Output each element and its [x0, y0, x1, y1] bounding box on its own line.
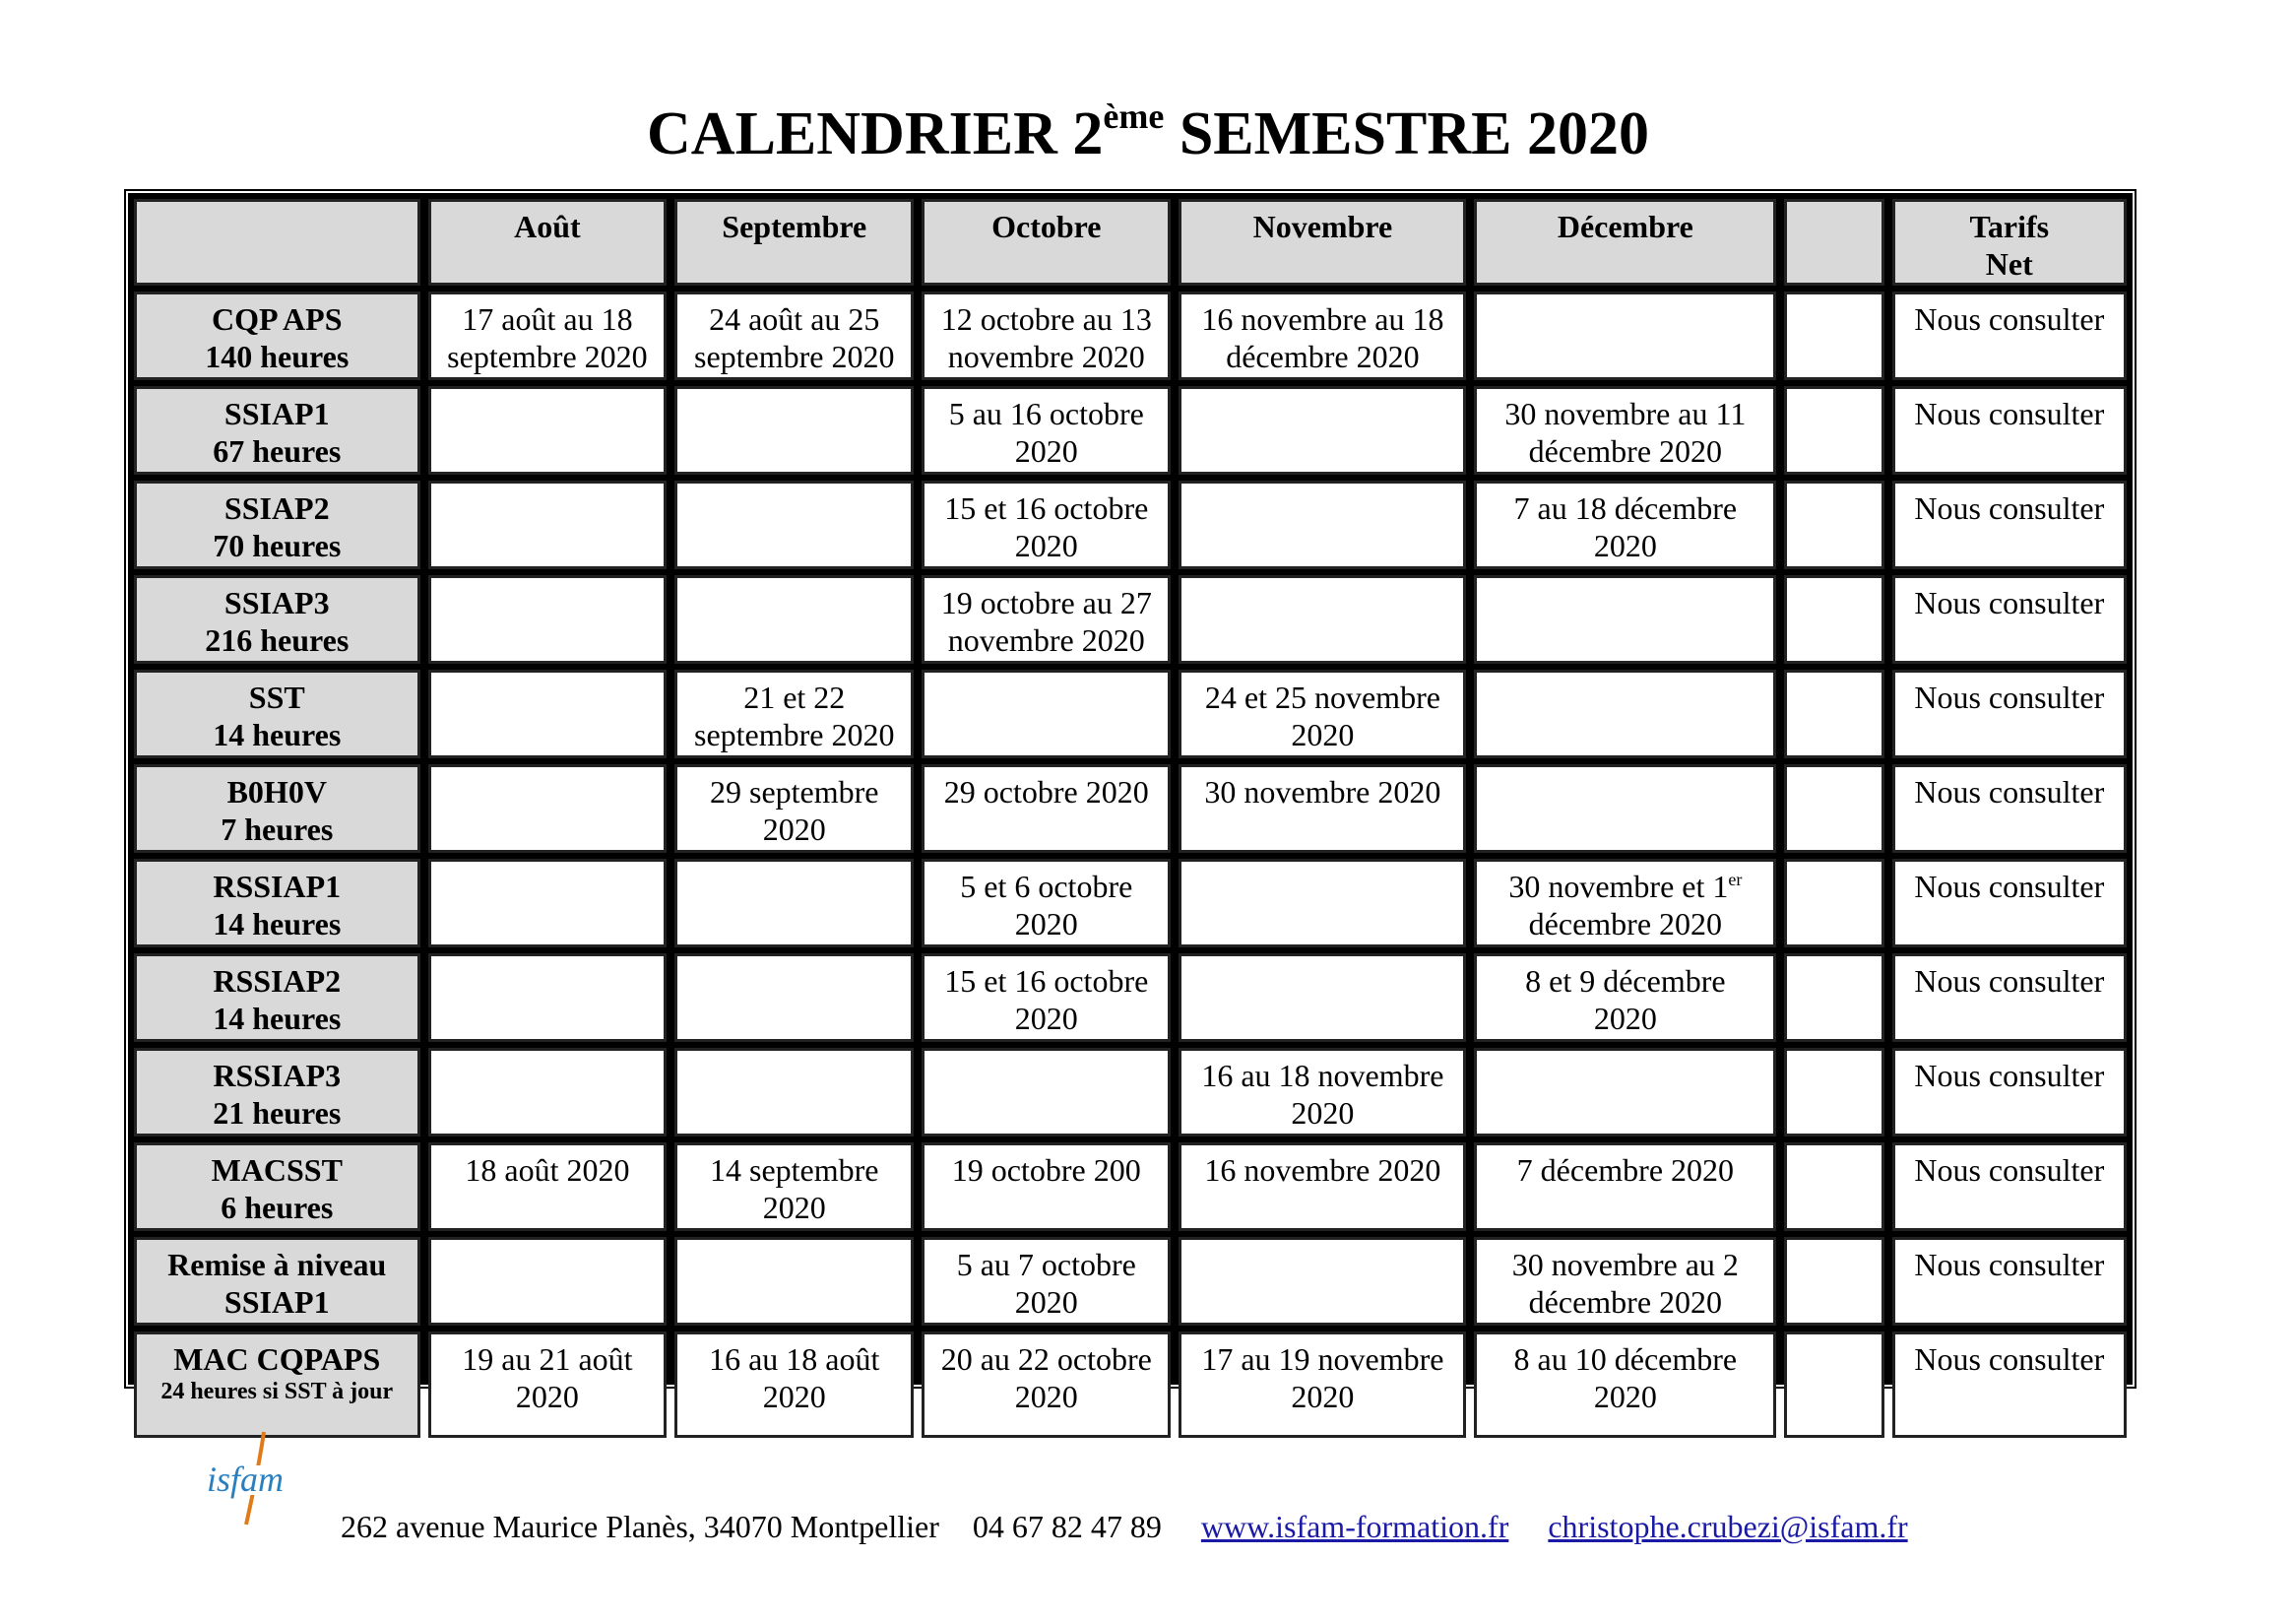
course-hours: 216 heures [205, 622, 350, 658]
course-name: RSSIAP1 [213, 869, 342, 904]
date-line-2: novembre 2020 [947, 339, 1145, 374]
tarif-cell: Nous consulter [1892, 1142, 2127, 1231]
date-cell-novembre [1179, 670, 1466, 758]
date-line-2: septembre 2020 [447, 339, 648, 374]
date-line-1: 15 et 16 octobre [944, 490, 1149, 526]
date-cell-octobre [922, 1237, 1171, 1326]
date-line-1: 7 décembre 2020 [1516, 1152, 1735, 1188]
date-line-1: 30 novembre au 11 [1504, 396, 1747, 431]
date-line-2: décembre 2020 [1528, 433, 1723, 469]
date-cell-septembre [674, 764, 914, 853]
date-cell-septembre [674, 481, 914, 569]
date-cell-octobre [922, 575, 1171, 664]
course-label [134, 386, 420, 475]
course-row [134, 670, 2127, 758]
date-cell-septembre [674, 1237, 914, 1326]
date-line-2: 2020 [1014, 1284, 1078, 1320]
date-line-1: 5 et 6 octobre [960, 869, 1133, 904]
course-hours: 21 heures [213, 1095, 342, 1131]
course-row [134, 1048, 2127, 1136]
date-cell-decembre [1474, 481, 1776, 569]
date-cell-novembre [1179, 953, 1466, 1042]
course-row [134, 764, 2127, 853]
course-hours: 70 heures [213, 528, 342, 563]
date-cell-extra [1784, 859, 1883, 947]
date-cell-extra [1784, 292, 1883, 380]
date-line-2: novembre 2020 [947, 622, 1145, 658]
corner-cell [134, 199, 420, 286]
course-name: CQP APS [212, 301, 343, 337]
course-row [134, 386, 2127, 475]
date-cell-septembre [674, 1331, 914, 1438]
course-name: SST [248, 680, 305, 715]
date-line-2: 2020 [1014, 1001, 1078, 1036]
date-line-1: 29 octobre 2020 [943, 774, 1149, 810]
tarif-cell: Nous consulter [1892, 953, 2127, 1042]
date-line-2: 2020 [1291, 717, 1355, 752]
footer-address: 262 avenue Maurice Planès, 34070 Montpellier [341, 1509, 939, 1544]
course-name: SSIAP3 [223, 585, 330, 620]
footer-website-link[interactable]: www.isfam-formation.fr [1200, 1509, 1509, 1544]
course-label [134, 1048, 420, 1136]
date-line-1: 5 au 7 octobre [956, 1247, 1136, 1282]
date-cell-extra [1784, 953, 1883, 1042]
date-line-1: 21 et 22 [743, 680, 846, 715]
course-hours: 67 heures [213, 433, 342, 469]
date-cell-octobre [922, 481, 1171, 569]
date-line-1: 8 au 10 décembre [1513, 1341, 1738, 1377]
tarif-cell: Nous consulter [1892, 1048, 2127, 1136]
course-hours: SSIAP1 [223, 1284, 330, 1320]
date-cell-decembre [1474, 953, 1776, 1042]
course-label [134, 670, 420, 758]
date-cell-novembre [1179, 1048, 1466, 1136]
date-line-1: 19 octobre 200 [951, 1152, 1141, 1188]
date-line-1: 16 au 18 août [709, 1341, 880, 1377]
date-cell-septembre [674, 670, 914, 758]
date-line-1: 7 au 18 décembre [1513, 490, 1738, 526]
course-row [134, 575, 2127, 664]
date-cell-septembre [674, 386, 914, 475]
date-cell-novembre [1179, 1142, 1466, 1231]
date-cell-octobre [922, 1048, 1171, 1136]
date-cell-decembre [1474, 1142, 1776, 1231]
date-cell-novembre [1179, 292, 1466, 380]
tarif-cell: Nous consulter [1892, 386, 2127, 475]
date-cell-extra [1784, 670, 1883, 758]
date-cell-octobre [922, 859, 1171, 947]
date-cell-octobre [922, 953, 1171, 1042]
course-row [134, 953, 2127, 1042]
date-cell-decembre [1474, 1331, 1776, 1438]
month-header-septembre: Septembre [674, 199, 914, 286]
date-line-1: 24 et 25 novembre [1204, 680, 1440, 715]
date-cell-novembre [1179, 386, 1466, 475]
date-line-1: 16 au 18 novembre [1201, 1058, 1444, 1093]
date-cell-extra [1784, 575, 1883, 664]
course-hours: 14 heures [213, 906, 342, 941]
course-hours: 24 heures si SST à jour [160, 1379, 394, 1404]
date-line-2: 2020 [1593, 1379, 1657, 1414]
date-cell-septembre [674, 859, 914, 947]
month-header-novembre: Novembre [1179, 199, 1466, 286]
date-cell-aout [428, 670, 668, 758]
course-row [134, 481, 2127, 569]
course-name: RSSIAP2 [213, 963, 342, 999]
footer [341, 1505, 1934, 1548]
date-line-2: décembre 2020 [1226, 339, 1420, 374]
date-cell-aout [428, 1331, 668, 1438]
course-label [134, 1331, 420, 1438]
date-line-2: 2020 [1014, 528, 1078, 563]
course-label [134, 575, 420, 664]
tarifs-header: Tarifs Net [1892, 199, 2127, 286]
date-cell-aout [428, 575, 668, 664]
date-cell-octobre [922, 292, 1171, 380]
course-row [134, 859, 2127, 947]
tarif-cell: Nous consulter [1892, 481, 2127, 569]
course-hours: 140 heures [205, 339, 350, 374]
date-line-1: 14 septembre [709, 1152, 879, 1188]
course-row [134, 1237, 2127, 1326]
date-cell-decembre [1474, 670, 1776, 758]
tarif-cell: Nous consulter [1892, 292, 2127, 380]
date-cell-octobre [922, 764, 1171, 853]
date-cell-extra [1784, 1048, 1883, 1136]
footer-phone: 04 67 82 47 89 [972, 1509, 1162, 1544]
date-cell-aout [428, 953, 668, 1042]
date-line-1: 17 août au 18 [462, 301, 633, 337]
date-line-1: 30 novembre au 2 [1511, 1247, 1739, 1282]
calendar-table [128, 193, 2133, 1414]
course-row [134, 1142, 2127, 1231]
date-line-1: 24 août au 25 [709, 301, 880, 337]
course-row [134, 1331, 2127, 1438]
course-name: SSIAP1 [223, 396, 330, 431]
date-line-2: 2020 [1593, 528, 1657, 563]
course-name: SSIAP2 [223, 490, 330, 526]
date-cell-aout [428, 386, 668, 475]
tarif-cell: Nous consulter [1892, 764, 2127, 853]
date-cell-aout [428, 764, 668, 853]
course-label [134, 764, 420, 853]
course-hours: 7 heures [221, 812, 334, 847]
course-name: MAC CQPAPS [173, 1341, 381, 1377]
date-line-1: 19 au 21 août [462, 1341, 633, 1377]
date-cell-octobre [922, 1142, 1171, 1231]
date-cell-novembre [1179, 764, 1466, 853]
date-cell-novembre [1179, 481, 1466, 569]
date-line-1: 20 au 22 octobre [940, 1341, 1152, 1377]
date-line-2: 2020 [515, 1379, 579, 1414]
month-header-aout: Août [428, 199, 668, 286]
page-title: CALENDRIER 2ème SEMESTRE 2020 [647, 97, 1649, 167]
date-line-1: 16 novembre 2020 [1204, 1152, 1441, 1188]
date-cell-septembre [674, 953, 914, 1042]
date-line-2: 2020 [762, 1379, 826, 1414]
date-line-1: 15 et 16 octobre [944, 963, 1149, 999]
course-hours: 14 heures [213, 1001, 342, 1036]
date-cell-septembre [674, 292, 914, 380]
date-line-1: 5 au 16 octobre [948, 396, 1144, 431]
course-hours: 6 heures [221, 1190, 334, 1225]
date-line-1: 12 octobre au 13 [940, 301, 1152, 337]
date-cell-extra [1784, 1237, 1883, 1326]
date-line-1: 19 octobre au 27 [940, 585, 1152, 620]
course-hours: 14 heures [213, 717, 342, 752]
course-name: Remise à niveau [167, 1247, 387, 1282]
date-cell-aout [428, 1142, 668, 1231]
course-label [134, 1237, 420, 1326]
isfam-logo [203, 1430, 321, 1528]
date-cell-octobre [922, 386, 1171, 475]
tarif-cell: Nous consulter [1892, 670, 2127, 758]
date-line-1: 29 septembre [709, 774, 879, 810]
month-header-octobre: Octobre [922, 199, 1171, 286]
date-line-1: 8 et 9 décembre [1525, 963, 1726, 999]
date-line-1: 17 au 19 novembre [1201, 1341, 1444, 1377]
course-name: B0H0V [226, 774, 327, 810]
date-cell-septembre [674, 575, 914, 664]
footer-email-link[interactable]: christophe.crubezi@isfam.fr [1548, 1509, 1908, 1544]
date-cell-extra [1784, 764, 1883, 853]
date-cell-decembre [1474, 1237, 1776, 1326]
date-line-1: 30 novembre et 1 [1508, 869, 1729, 904]
course-label [134, 953, 420, 1042]
date-cell-novembre [1179, 859, 1466, 947]
date-cell-extra [1784, 481, 1883, 569]
date-cell-novembre [1179, 575, 1466, 664]
date-cell-aout [428, 859, 668, 947]
tarif-cell: Nous consulter [1892, 1237, 2127, 1326]
course-name: MACSST [211, 1152, 343, 1188]
tarif-cell: Nous consulter [1892, 575, 2127, 664]
date-line-2: 2020 [762, 1190, 826, 1225]
date-cell-septembre [674, 1142, 914, 1231]
course-label [134, 1142, 420, 1231]
date-cell-aout [428, 1048, 668, 1136]
date-line-2: septembre 2020 [693, 339, 895, 374]
date-cell-extra [1784, 1142, 1883, 1231]
course-label [134, 481, 420, 569]
date-line-1: 30 novembre 2020 [1204, 774, 1441, 810]
date-cell-octobre [922, 1331, 1171, 1438]
date-cell-aout [428, 1237, 668, 1326]
date-line-2: 2020 [762, 812, 826, 847]
date-line-1: 16 novembre au 18 [1201, 301, 1444, 337]
date-cell-extra [1784, 1331, 1883, 1438]
date-cell-decembre [1474, 575, 1776, 664]
course-row [134, 292, 2127, 380]
date-line-2: décembre 2020 [1528, 906, 1723, 941]
date-superscript: er [1728, 870, 1743, 889]
header-row [134, 199, 2127, 286]
date-cell-decembre [1474, 764, 1776, 853]
month-header-decembre: Décembre [1474, 199, 1776, 286]
date-cell-aout [428, 292, 668, 380]
date-cell-decembre [1474, 1048, 1776, 1136]
date-line-2: 2020 [1014, 906, 1078, 941]
date-cell-decembre [1474, 292, 1776, 380]
empty-header [1784, 199, 1883, 286]
course-name: RSSIAP3 [213, 1058, 342, 1093]
tarif-cell: Nous consulter [1892, 859, 2127, 947]
date-line-2: 2020 [1593, 1001, 1657, 1036]
date-cell-septembre [674, 1048, 914, 1136]
date-cell-octobre [922, 670, 1171, 758]
date-cell-novembre [1179, 1237, 1466, 1326]
date-cell-decembre [1474, 859, 1776, 947]
date-line-1: 18 août 2020 [465, 1152, 630, 1188]
date-line-2: 2020 [1291, 1095, 1355, 1131]
logo-wordmark: isfam [207, 1460, 285, 1499]
date-line-2: 2020 [1014, 433, 1078, 469]
date-line-2: septembre 2020 [693, 717, 895, 752]
date-line-2: décembre 2020 [1528, 1284, 1723, 1320]
course-label [134, 859, 420, 947]
date-line-2: 2020 [1014, 1379, 1078, 1414]
date-cell-aout [428, 481, 668, 569]
date-cell-extra [1784, 386, 1883, 475]
date-cell-decembre [1474, 386, 1776, 475]
date-cell-novembre [1179, 1331, 1466, 1438]
tarif-cell: Nous consulter [1892, 1331, 2127, 1438]
course-label [134, 292, 420, 380]
date-line-2: 2020 [1291, 1379, 1355, 1414]
